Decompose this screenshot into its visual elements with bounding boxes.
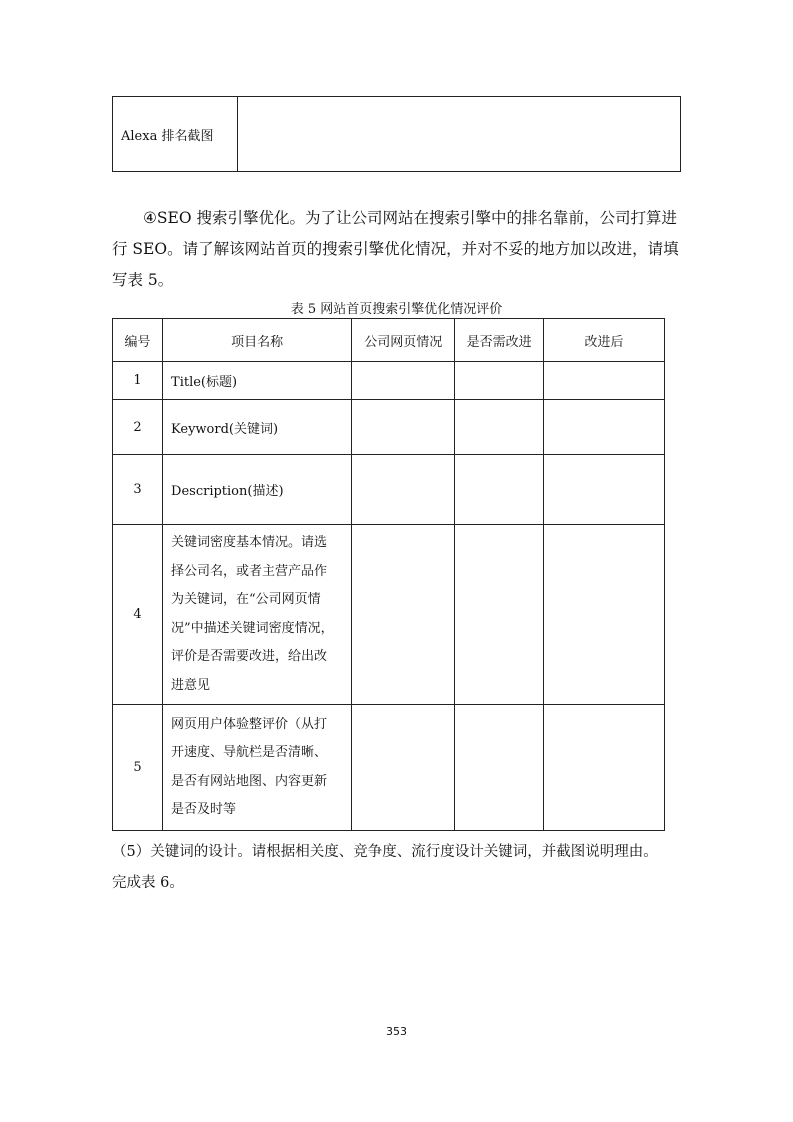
item-name-line: 关键词密度基本情况。请选 (171, 535, 328, 550)
column-header: 是否需改进 (455, 319, 544, 362)
item-name-line: 择公司名，或者主营产品作 (171, 563, 328, 579)
row-number: 2 (113, 400, 163, 455)
row-number: 3 (113, 455, 163, 525)
after-improvement-cell[interactable] (544, 362, 665, 400)
table-caption: 表 5 网站首页搜索引擎优化情况评价 (290, 302, 503, 317)
needs-improvement-cell[interactable] (455, 455, 544, 525)
alexa-table (112, 96, 681, 172)
circled-number-marker: ④ (143, 209, 157, 227)
table-row (113, 455, 665, 525)
keyword-design-paragraph: （5）关键词的设计。请根据相关度、竞争度、流行度设计关键词，并截图说明理由。完成表 6。 (112, 844, 658, 891)
column-header: 改进后 (544, 319, 665, 362)
row-number: 4 (113, 525, 163, 705)
alexa-screenshot-cell (238, 97, 681, 172)
item-name (163, 705, 352, 831)
item-name: Description(描述) (163, 455, 352, 525)
needs-improvement-cell[interactable] (455, 705, 544, 831)
item-name-line: 网页用户体验整评价（从打 (171, 716, 328, 732)
web-status-cell[interactable] (352, 455, 455, 525)
after-improvement-cell[interactable] (544, 455, 665, 525)
table-row (113, 525, 665, 705)
row-number: 1 (113, 362, 163, 400)
needs-improvement-cell[interactable] (455, 525, 544, 705)
column-header: 公司网页情况 (352, 319, 455, 362)
table-header-row (113, 319, 665, 362)
item-name (163, 525, 352, 705)
table-row (113, 97, 681, 172)
row-number: 5 (113, 705, 163, 831)
needs-improvement-cell[interactable] (455, 362, 544, 400)
after-improvement-cell[interactable] (544, 525, 665, 705)
web-status-cell[interactable] (352, 362, 455, 400)
table-row (113, 705, 665, 831)
web-status-cell[interactable] (352, 705, 455, 831)
after-improvement-cell[interactable] (544, 705, 665, 831)
item-name: Title(标题) (163, 362, 352, 400)
seo-paragraph-text: SEO 搜索引擎优化。为了让公司网站在搜索引擎中的排名靠前，公司打算进行 SEO。请了解该网站首页的搜索引擎优化情况，并对不妥的地方加以改进，请填写表 5。 (112, 209, 679, 289)
alexa-rank-label: Alexa 排名截图 (113, 97, 238, 172)
needs-improvement-cell[interactable] (455, 400, 544, 455)
seo-evaluation-table (112, 318, 665, 831)
item-name-line: 是否有网站地图、内容更新 (171, 773, 328, 789)
item-name-line: 进意见 (171, 677, 211, 693)
column-header: 项目名称 (163, 319, 352, 362)
item-name-line: 开速度、导航栏是否清晰、 (171, 745, 328, 760)
item-name: Keyword(关键词) (163, 400, 352, 455)
item-name-line: 是否及时等 (171, 802, 237, 817)
item-name-line: 评价是否需要改进，给出改 (171, 649, 328, 664)
page-number: 353 (386, 1025, 407, 1038)
table-row (113, 400, 665, 455)
item-name-line: 况”中描述关键词密度情况， (171, 620, 334, 636)
item-name-line: 为关键词，在“公司网页情 (171, 592, 321, 607)
table-row (113, 362, 665, 400)
column-header: 编号 (113, 319, 163, 362)
web-status-cell[interactable] (352, 525, 455, 705)
seo-paragraph (112, 203, 682, 296)
web-status-cell[interactable] (352, 400, 455, 455)
after-improvement-cell[interactable] (544, 400, 665, 455)
